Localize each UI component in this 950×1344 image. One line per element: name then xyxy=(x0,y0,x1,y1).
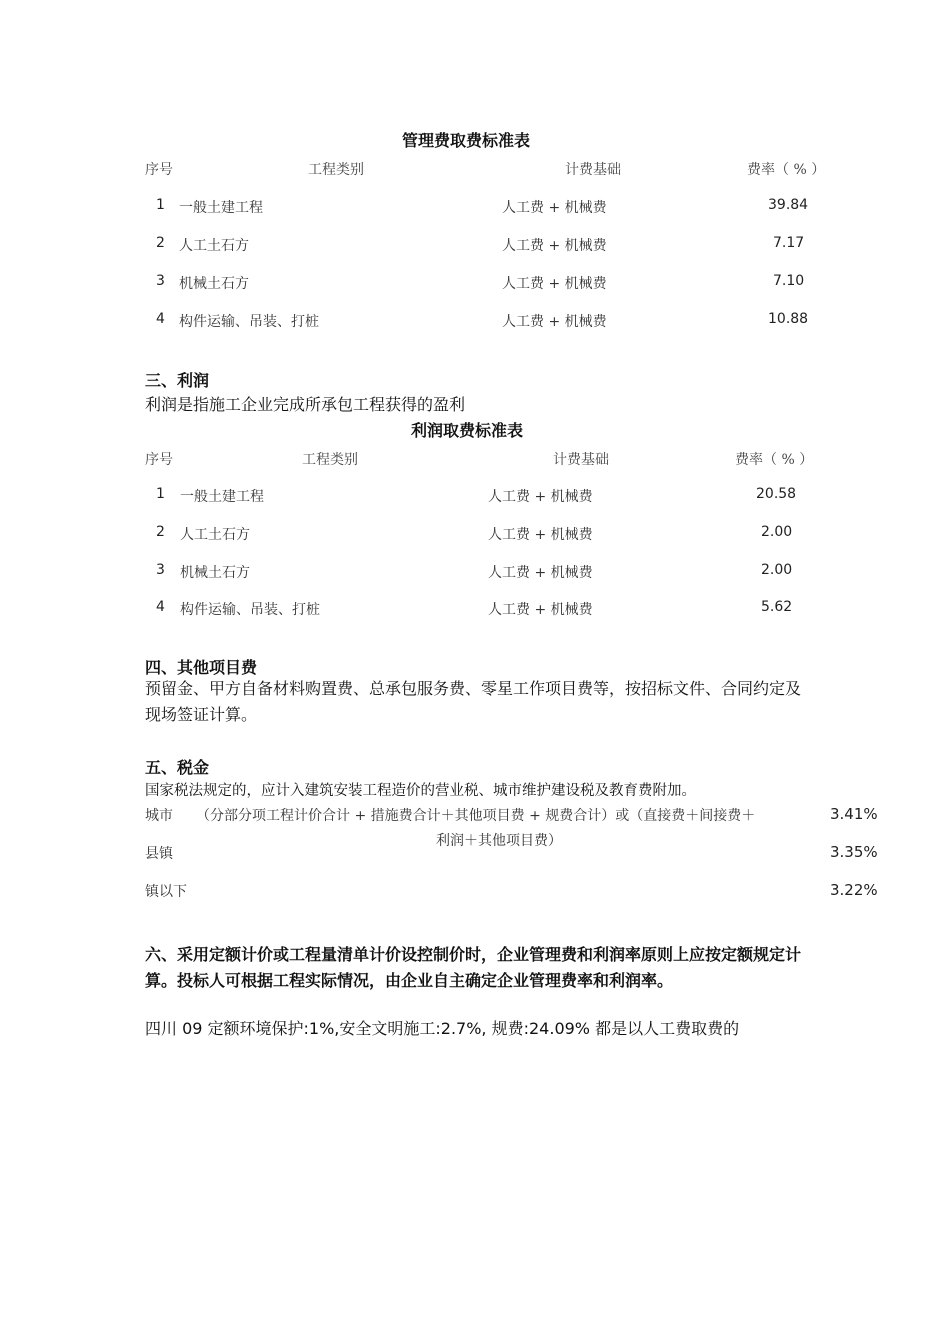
table-row-basis: 人工费 + 机械费 xyxy=(502,238,607,254)
table-row-no: 3 xyxy=(156,562,165,578)
profit-header-basis: 计费基础 xyxy=(553,452,609,468)
tax-basis-line1: （分部分项工程计价合计 + 措施费合计＋其他项目费 + 规费合计）或（直接费＋间接费＋ xyxy=(196,808,756,824)
table-row-rate: 7.17 xyxy=(773,235,805,251)
tax-heading: 五、税金 xyxy=(145,758,210,777)
table-row-no: 2 xyxy=(156,235,165,251)
tax-place-city: 城市 xyxy=(145,808,173,824)
table-row-rate: 39.84 xyxy=(768,197,809,213)
mgmt-header-no: 序号 xyxy=(145,162,173,178)
tax-rate-county: 3.35% xyxy=(830,843,878,861)
table-row-rate: 2.00 xyxy=(761,524,793,540)
table-row-rate: 2.00 xyxy=(761,562,793,578)
other-fees-heading: 四、其他项目费 xyxy=(145,658,258,677)
mgmt-header-rate: 费率（ % ） xyxy=(747,162,826,178)
table-row-basis: 人工费 + 机械费 xyxy=(488,489,593,505)
table-row-type: 机械土石方 xyxy=(179,276,249,292)
mgmt-table-title: 管理费取费标准表 xyxy=(402,131,531,150)
table-row-no: 4 xyxy=(156,311,165,327)
table-row-no: 4 xyxy=(156,599,165,615)
tax-rate-below-town: 3.22% xyxy=(830,881,878,899)
mgmt-header-basis: 计费基础 xyxy=(565,162,621,178)
table-row-rate: 7.10 xyxy=(773,273,805,289)
table-row-rate: 5.62 xyxy=(761,599,793,615)
tax-place-below-town: 镇以下 xyxy=(145,884,187,900)
profit-header-rate: 费率（ % ） xyxy=(735,452,814,468)
table-row-type: 人工土石方 xyxy=(179,238,249,254)
table-row-basis: 人工费 + 机械费 xyxy=(502,276,607,292)
table-row-no: 2 xyxy=(156,524,165,540)
tax-basis-line2: 利润＋其他项目费） xyxy=(436,833,562,849)
tax-rate-city: 3.41% xyxy=(830,805,878,823)
profit-description: 利润是指施工企业完成所承包工程获得的盈利 xyxy=(145,395,466,414)
table-row-rate: 20.58 xyxy=(756,486,797,502)
profit-header-type: 工程类别 xyxy=(302,452,358,468)
profit-header-no: 序号 xyxy=(145,452,173,468)
section-six-heading: 六、采用定额计价或工程量清单计价设控制价时，企业管理费和利润率原则上应按定额规定计算。投标人可根据工程实际情况，由企业自主确定企业管理费率和利润率。 xyxy=(145,945,802,990)
table-row-type: 机械土石方 xyxy=(180,565,250,581)
section-six-note: 四川 09 定额环境保护:1%,安全文明施工:2.7%, 规费:24.09% 都是以人工费取费的 xyxy=(145,1019,740,1038)
table-row-type: 一般土建工程 xyxy=(179,200,263,216)
table-row-rate: 10.88 xyxy=(768,311,809,327)
profit-heading: 三、利润 xyxy=(145,371,210,390)
table-row-no: 1 xyxy=(156,197,165,213)
table-row-type: 构件运输、吊装、打桩 xyxy=(180,602,320,618)
table-row-type: 一般土建工程 xyxy=(180,489,264,505)
profit-table-title: 利润取费标准表 xyxy=(411,421,524,440)
table-row-basis: 人工费 + 机械费 xyxy=(488,527,593,543)
table-row-basis: 人工费 + 机械费 xyxy=(488,565,593,581)
mgmt-header-type: 工程类别 xyxy=(308,162,364,178)
table-row-basis: 人工费 + 机械费 xyxy=(502,314,607,330)
other-fees-description: 预留金、甲方自备材料购置费、总承包服务费、零星工作项目费等，按招标文件、合同约定及现场签证计算。 xyxy=(145,679,802,724)
table-row-basis: 人工费 + 机械费 xyxy=(488,602,593,618)
tax-place-county: 县镇 xyxy=(145,846,173,862)
table-row-type: 人工土石方 xyxy=(180,527,250,543)
table-row-basis: 人工费 + 机械费 xyxy=(502,200,607,216)
table-row-type: 构件运输、吊装、打桩 xyxy=(179,314,319,330)
table-row-no: 1 xyxy=(156,486,165,502)
tax-description: 国家税法规定的，应计入建筑安装工程造价的营业税、城市维护建设税及教育费附加。 xyxy=(145,783,696,799)
table-row-no: 3 xyxy=(156,273,165,289)
